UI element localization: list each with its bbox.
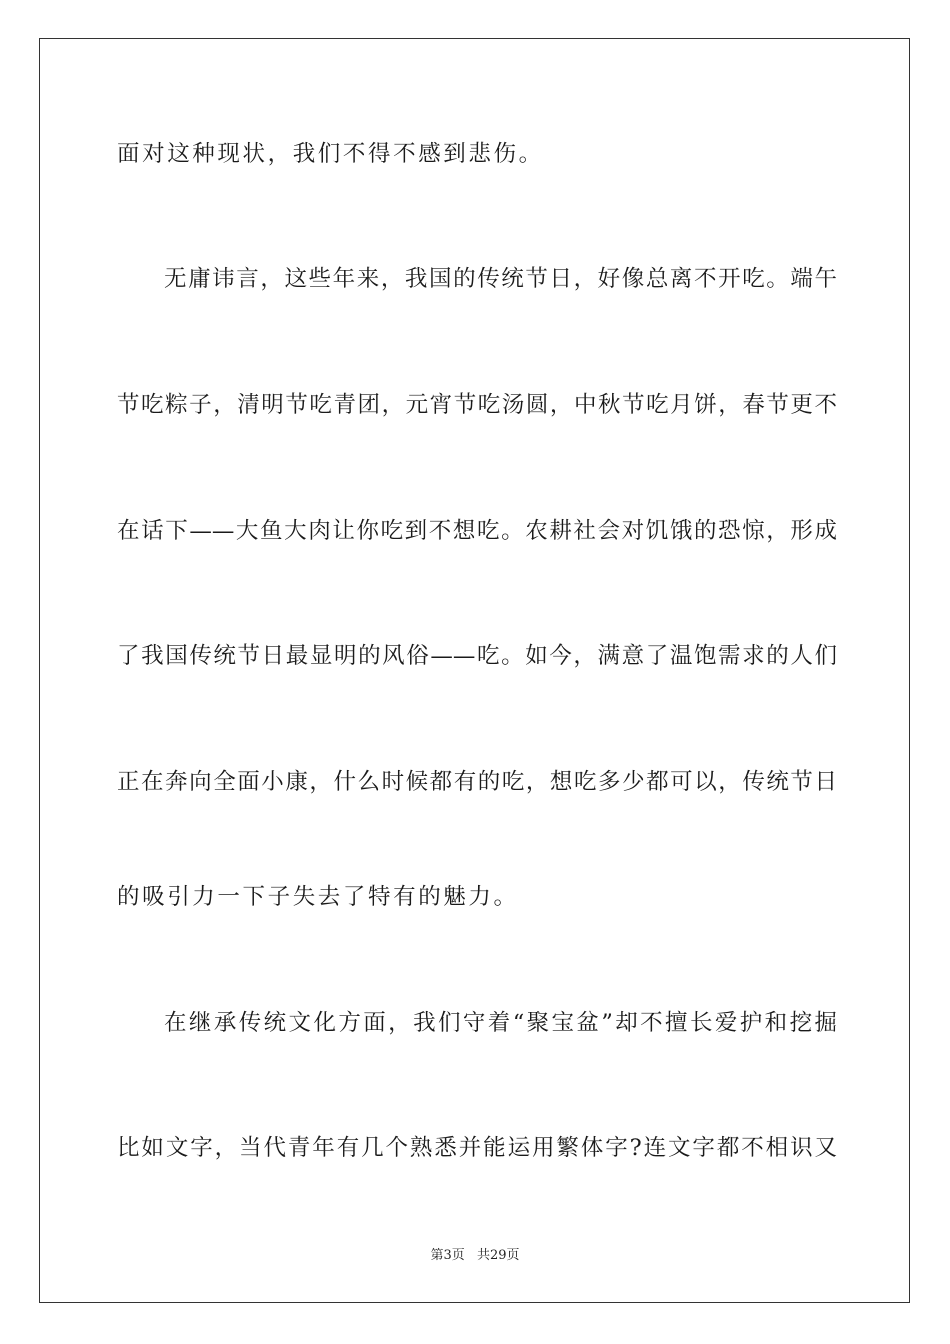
paragraph-line: 的吸引力一下子失去了特有的魅力。 xyxy=(117,884,519,910)
paragraph-line: 节吃粽子，清明节吃青团，元宵节吃汤圆，中秋节吃月饼，春节更不 xyxy=(117,392,837,418)
page-total: 共29页 xyxy=(476,1248,520,1263)
paragraph-line: 比如文字，当代青年有几个熟悉并能运用繁体字?连文字都不相识又 xyxy=(117,1135,837,1161)
paragraph-line: 正在奔向全面小康，什么时候都有的吃，想吃多少都可以，传统节日 xyxy=(117,769,837,795)
paragraph-line: 了我国传统节日最显明的风俗——吃。如今，满意了温饱需求的人们 xyxy=(117,643,837,669)
paragraph-line: 面对这种现状，我们不得不感到悲伤。 xyxy=(117,141,544,167)
paragraph-line: 无庸讳言，这些年来，我国的传统节日，好像总离不开吃。端午 xyxy=(164,266,837,292)
page-footer xyxy=(0,1247,950,1265)
paragraph-line: 在继承传统文化方面，我们守着“聚宝盆”却不擅长爱护和挖掘 xyxy=(164,1010,837,1036)
paragraph-line: 在话下——大鱼大肉让你吃到不想吃。农耕社会对饥饿的恐惊，形成 xyxy=(117,518,837,544)
page-number: 第3页 xyxy=(430,1248,465,1263)
